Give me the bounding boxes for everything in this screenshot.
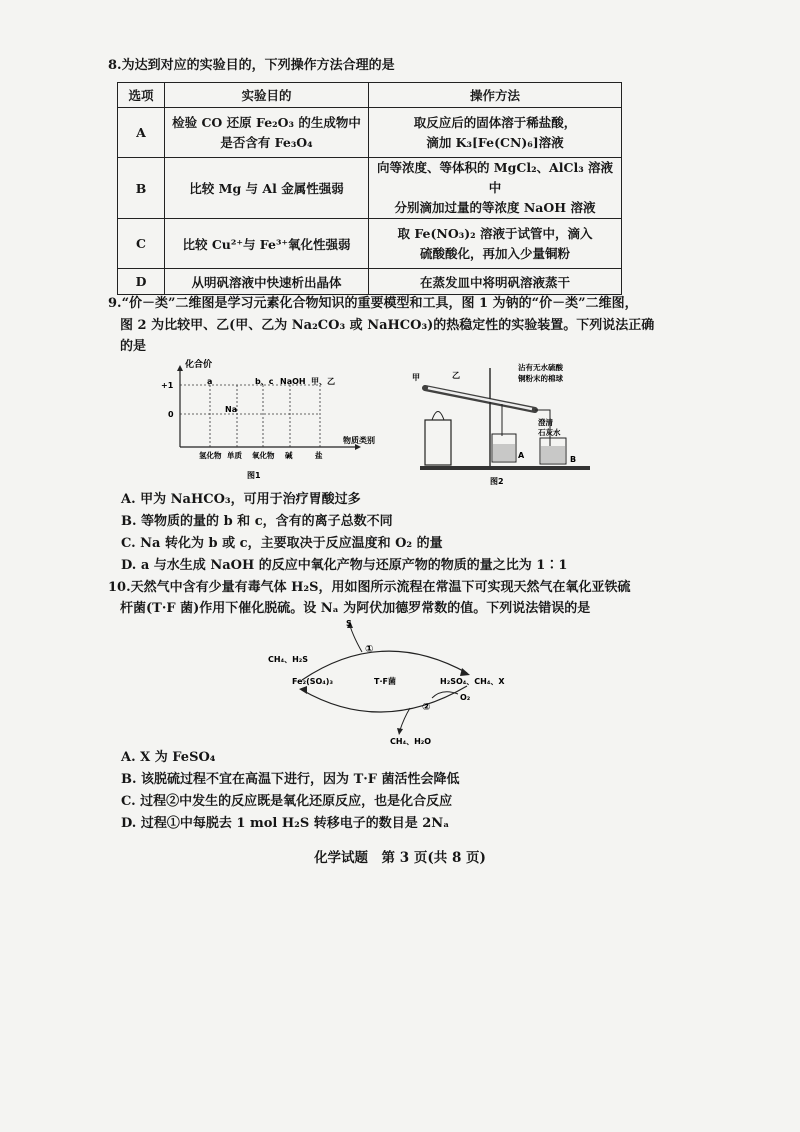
q8-stem: 8.为达到对应的实验目的，下列操作方法合理的是 bbox=[108, 58, 395, 73]
xtick-base: 碱 bbox=[285, 451, 293, 460]
header-purpose: 实验目的 bbox=[165, 83, 369, 108]
point-na: Na bbox=[225, 405, 238, 414]
table-row bbox=[118, 108, 622, 158]
label-jia: 甲 bbox=[412, 373, 420, 382]
label-a: A bbox=[518, 451, 525, 460]
q9-stem-line: 的是 bbox=[120, 339, 147, 354]
water-out-arrow bbox=[397, 728, 403, 735]
limewater-b bbox=[541, 446, 565, 463]
row-label: B bbox=[118, 158, 165, 219]
method-line: 向等浓度、等体积的 MgCl₂、AlCl₃ 溶液中 bbox=[376, 160, 614, 195]
label-bottom-out: CH₄、H₂O bbox=[390, 737, 432, 746]
xtick-oxide: 氧化物 bbox=[252, 451, 275, 460]
row-purpose: 从明矾溶液中快速析出晶体 bbox=[165, 269, 369, 295]
purpose-line: 检验 CO 还原 Fe₂O₃ 的生成物中 bbox=[172, 114, 361, 130]
fig2-apparatus bbox=[410, 358, 610, 488]
row-method bbox=[369, 158, 622, 219]
ytick-zero: 0 bbox=[168, 410, 174, 419]
label-left-in: CH₄、H₂S bbox=[268, 655, 309, 664]
row-purpose bbox=[165, 108, 369, 158]
q10-cycle-diagram bbox=[262, 618, 522, 746]
label-cotton-1: 沾有无水硫酸 bbox=[518, 363, 563, 372]
lower-arc-arrow bbox=[299, 686, 307, 694]
upper-arc-arrow bbox=[460, 668, 470, 676]
q10-option-c: C. 过程②中发生的反应既是氧化还原反应，也是化合反应 bbox=[121, 794, 453, 809]
alcohol-lamp-stand bbox=[425, 420, 451, 465]
label-yi: 乙 bbox=[452, 371, 460, 380]
label-right-species: H₂SO₄、CH₄、X bbox=[440, 677, 505, 686]
row-method: 在蒸发皿中将明矾溶液蒸干 bbox=[369, 269, 622, 295]
q10-option-a: A. X 为 FeSO₄ bbox=[121, 750, 216, 765]
table-row bbox=[118, 158, 622, 219]
limewater-a bbox=[493, 444, 515, 461]
row-label: D bbox=[118, 269, 165, 295]
header-method: 操作方法 bbox=[369, 83, 622, 108]
water-out-line bbox=[400, 708, 410, 730]
point-jia-yi: 甲、乙 bbox=[311, 377, 335, 386]
method-line: 滴加 K₃[Fe(CN)₆]溶液 bbox=[426, 134, 564, 150]
q10-stem-line: 10.天然气中含有少量有毒气体 H₂S，用如图所示流程在常温下可实现天然气在氧化亚铁硫 bbox=[108, 580, 631, 595]
xtick-salt: 盐 bbox=[315, 451, 323, 460]
q9-option-d: D. a 与水生成 NaOH 的反应中氧化产物与还原产物的物质的量之比为 1∶1 bbox=[121, 558, 568, 573]
fig1-caption: 图1 bbox=[247, 471, 261, 480]
label-step2: ② bbox=[422, 702, 431, 713]
ytick-plus1: +1 bbox=[161, 381, 174, 390]
label-tf-bacteria: T·F菌 bbox=[374, 677, 396, 686]
point-a: a bbox=[207, 377, 213, 386]
label-fe2so43: Fe₂(SO₄)₃ bbox=[292, 677, 333, 686]
label-limewater-2: 石灰水 bbox=[538, 428, 561, 437]
row-label: C bbox=[118, 219, 165, 269]
fig1-xlabel: 物质类别 bbox=[343, 436, 375, 445]
xtick-hydride: 氢化物 bbox=[199, 451, 222, 460]
inner-test-tube bbox=[428, 388, 532, 409]
row-purpose: 比较 Cu²⁺与 Fe³⁺氧化性强弱 bbox=[165, 219, 369, 269]
grid-lines bbox=[180, 385, 320, 447]
point-naoh: NaOH bbox=[280, 377, 306, 386]
label-s: S bbox=[346, 619, 352, 628]
fig1-ylabel: 化合价 bbox=[185, 360, 213, 370]
s-out-arrow-line bbox=[350, 626, 362, 652]
header-option: 选项 bbox=[118, 83, 165, 108]
table-row bbox=[118, 219, 622, 269]
row-purpose: 比较 Mg 与 Al 金属性强弱 bbox=[165, 158, 369, 219]
row-method bbox=[369, 108, 622, 158]
q10-option-d: D. 过程①中每脱去 1 mol H₂S 转移电子的数目是 2Nₐ bbox=[121, 816, 450, 831]
purpose-line: 是否含有 Fe₃O₄ bbox=[220, 134, 313, 150]
lower-arc bbox=[302, 686, 467, 712]
upper-arc bbox=[302, 651, 467, 680]
row-method bbox=[369, 219, 622, 269]
fig1-valence-chart bbox=[155, 355, 415, 485]
q8-table bbox=[117, 82, 622, 295]
method-line: 硫酸酸化，再加入少量铜粉 bbox=[419, 245, 570, 261]
y-axis-arrow bbox=[177, 365, 183, 371]
q10-stem-line: 杆菌(T·F 菌)作用下催化脱硫。设 Nₐ 为阿伏加德罗常数的值。下列说法错误的是 bbox=[120, 601, 591, 616]
table-header-row bbox=[118, 83, 622, 108]
q10-option-b: B. 该脱硫过程不宜在高温下进行，因为 T·F 菌活性会降低 bbox=[121, 772, 460, 787]
q9-stem-line: 图 2 为比较甲、乙(甲、乙为 Na₂CO₃ 或 NaHCO₃)的热稳定性的实验装置。下列说法正确 bbox=[120, 318, 655, 333]
label-b: B bbox=[570, 455, 577, 464]
label-limewater-1: 澄清 bbox=[538, 418, 553, 427]
row-label: A bbox=[118, 108, 165, 158]
method-line: 分别滴加过量的等浓度 NaOH 溶液 bbox=[394, 200, 596, 215]
method-line: 取 Fe(NO₃)₂ 溶液于试管中，滴入 bbox=[397, 225, 593, 241]
method-line: 取反应后的固体溶于稀盐酸， bbox=[413, 114, 577, 130]
flame-icon bbox=[432, 412, 444, 421]
label-cotton-2: 铜粉末的棉球 bbox=[518, 374, 563, 383]
page-footer: 化学试题 第 3 页(共 8 页) bbox=[314, 850, 486, 866]
xtick-element: 单质 bbox=[227, 451, 242, 460]
q9-option-a: A. 甲为 NaHCO₃，可用于治疗胃酸过多 bbox=[121, 492, 361, 507]
fig2-caption: 图2 bbox=[490, 477, 504, 486]
q9-stem-line: 9.“价－类”二维图是学习元素化合物知识的重要模型和工具，图 1 为钠的“价－类”二维图， bbox=[108, 296, 638, 311]
label-step1: ① bbox=[365, 644, 374, 655]
apparatus-base bbox=[420, 466, 590, 470]
table-row bbox=[118, 269, 622, 295]
point-b-c: b、c bbox=[255, 377, 274, 386]
q9-option-c: C. Na 转化为 b 或 c，主要取决于反应温度和 O₂ 的量 bbox=[121, 536, 443, 551]
label-o2: O₂ bbox=[460, 693, 471, 702]
q9-option-b: B. 等物质的量的 b 和 c，含有的离子总数不同 bbox=[121, 514, 393, 529]
